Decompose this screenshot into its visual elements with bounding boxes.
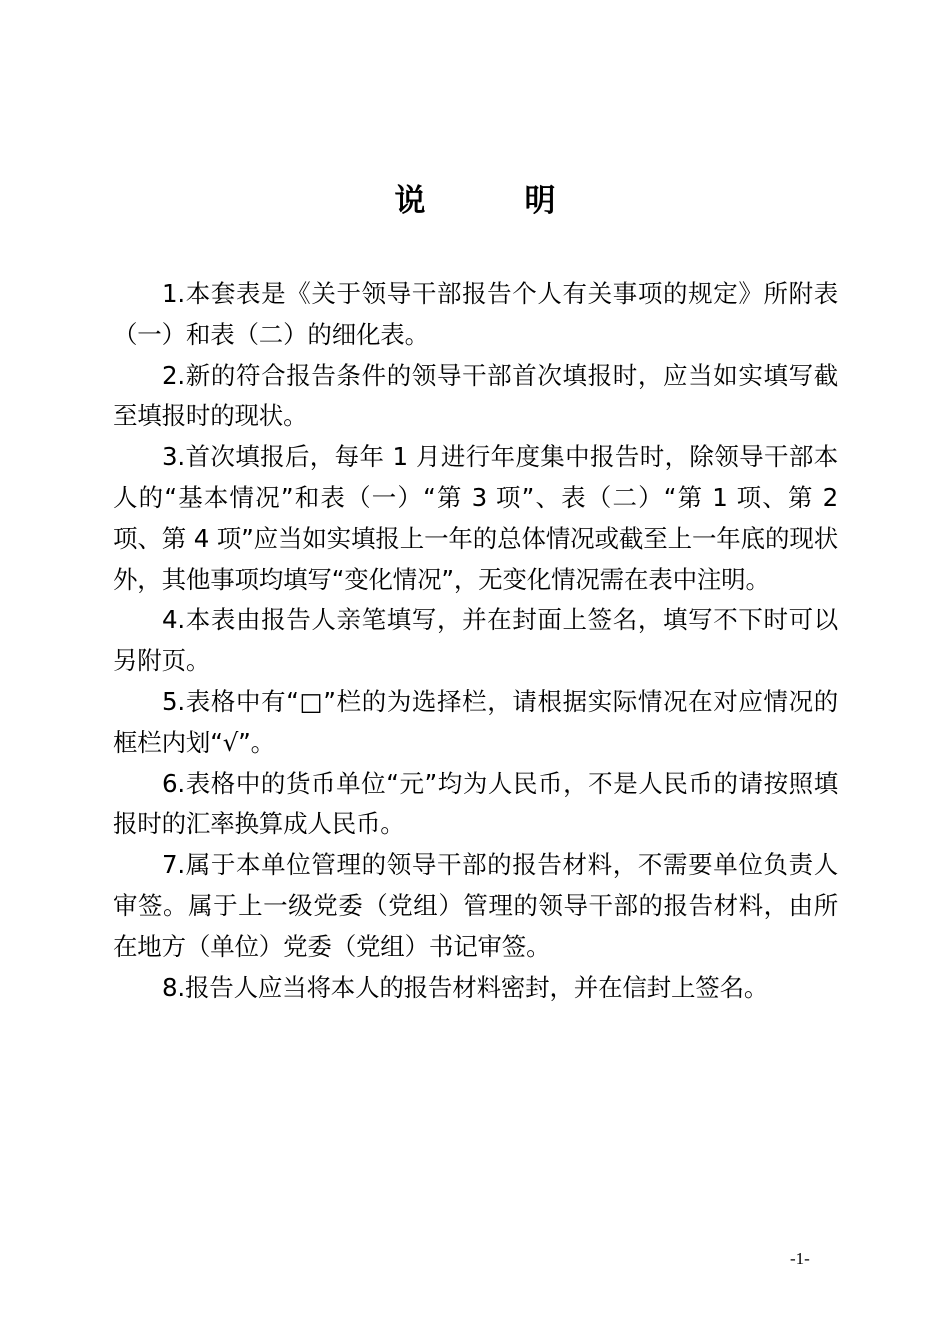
instruction-paragraph-1: 1.本套表是《关于领导干部报告个人有关事项的规定》所附表（一）和表（二）的细化表。 (113, 279, 838, 349)
instruction-paragraph-8: 8.报告人应当将本人的报告材料密封，并在信封上签名。 (162, 972, 769, 1002)
instruction-paragraph-5: 5.表格中有“□”栏的为选择栏，请根据实际情况在对应情况的框栏内划“√”。 (113, 686, 838, 757)
instruction-paragraph-7: 7.属于本单位管理的领导干部的报告材料，不需要单位负责人审签。属于上一级党委（党组）管理的领导干部的报告材料，由所在地方（单位）党委（党组）书记审签。 (113, 850, 838, 961)
instruction-paragraph-3: 3.首次填报后，每年 1 月进行年度集中报告时，除领导干部本人的“基本情况”和表（一）“第 3 项”、表（二）“第 1 项、第 2 项、第 4 项”应当如实填报上一年的总体情况或截至上一年底的现状外，其他事项均填写“变化情况”，无变化情况需在表中注明。 (113, 442, 838, 594)
page-number: -1- (790, 1249, 810, 1268)
instruction-paragraph-2: 2.新的符合报告条件的领导干部首次填报时，应当如实填写截至填报时的现状。 (113, 360, 838, 431)
instruction-paragraph-6: 6.表格中的货币单位“元”均为人民币，不是人民币的请按照填报时的汇率换算成人民币。 (113, 768, 838, 839)
instructions-body (113, 274, 838, 1008)
instruction-paragraph-4: 4.本表由报告人亲笔填写，并在封面上签名，填写不下时可以另附页。 (113, 605, 838, 676)
page-title: 说 明 (394, 183, 590, 219)
